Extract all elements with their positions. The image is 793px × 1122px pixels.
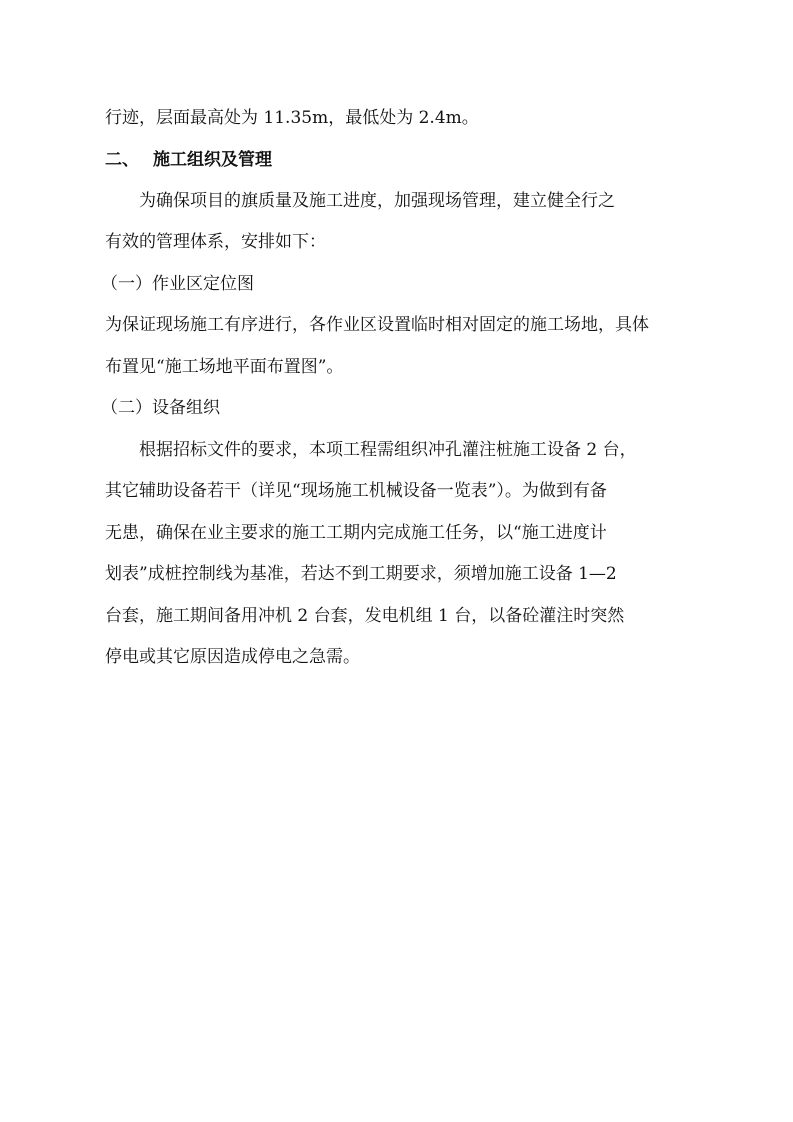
section-number: 二、 — [105, 150, 139, 170]
paragraph-line: 为确保项目的旗质量及施工进度，加强现场管理，建立健全行之 — [139, 191, 615, 211]
paragraph-line: 有效的管理体系，安排如下： — [105, 232, 326, 252]
paragraph-line: 停电或其它原因造成停电之急需。 — [105, 647, 360, 667]
paragraph-line: 划表”成桩控制线为基准，若达不到工期要求，须增加施工设备 1—2 — [105, 564, 617, 584]
section-title: 施工组织及管理 — [153, 150, 272, 170]
section-heading — [105, 149, 272, 171]
paragraph-line: 无患，确保在业主要求的施工工期内完成施工任务，以“施工进度计 — [105, 523, 607, 543]
paragraph-line: 布置见“施工场地平面布置图”。 — [105, 357, 344, 377]
subsection-heading: （一）作业区定位图 — [101, 274, 254, 294]
paragraph-line: 为保证现场施工有序进行，各作业区设置临时相对固定的施工场地，具体 — [105, 315, 649, 335]
paragraph-line: 行迹，层面最高处为 11.35m，最低处为 2.4m。 — [105, 108, 479, 128]
subsection-heading: （二）设备组织 — [101, 398, 220, 418]
paragraph-line: 根据招标文件的要求，本项工程需组织冲孔灌注桩施工设备 2 台， — [139, 440, 637, 460]
paragraph-line: 台套，施工期间备用冲机 2 台套，发电机组 1 台，以备砼灌注时突然 — [105, 606, 625, 626]
paragraph-line: 其它辅助设备若干（详见“现场施工机械设备一览表”）。为做到有备 — [105, 481, 607, 501]
